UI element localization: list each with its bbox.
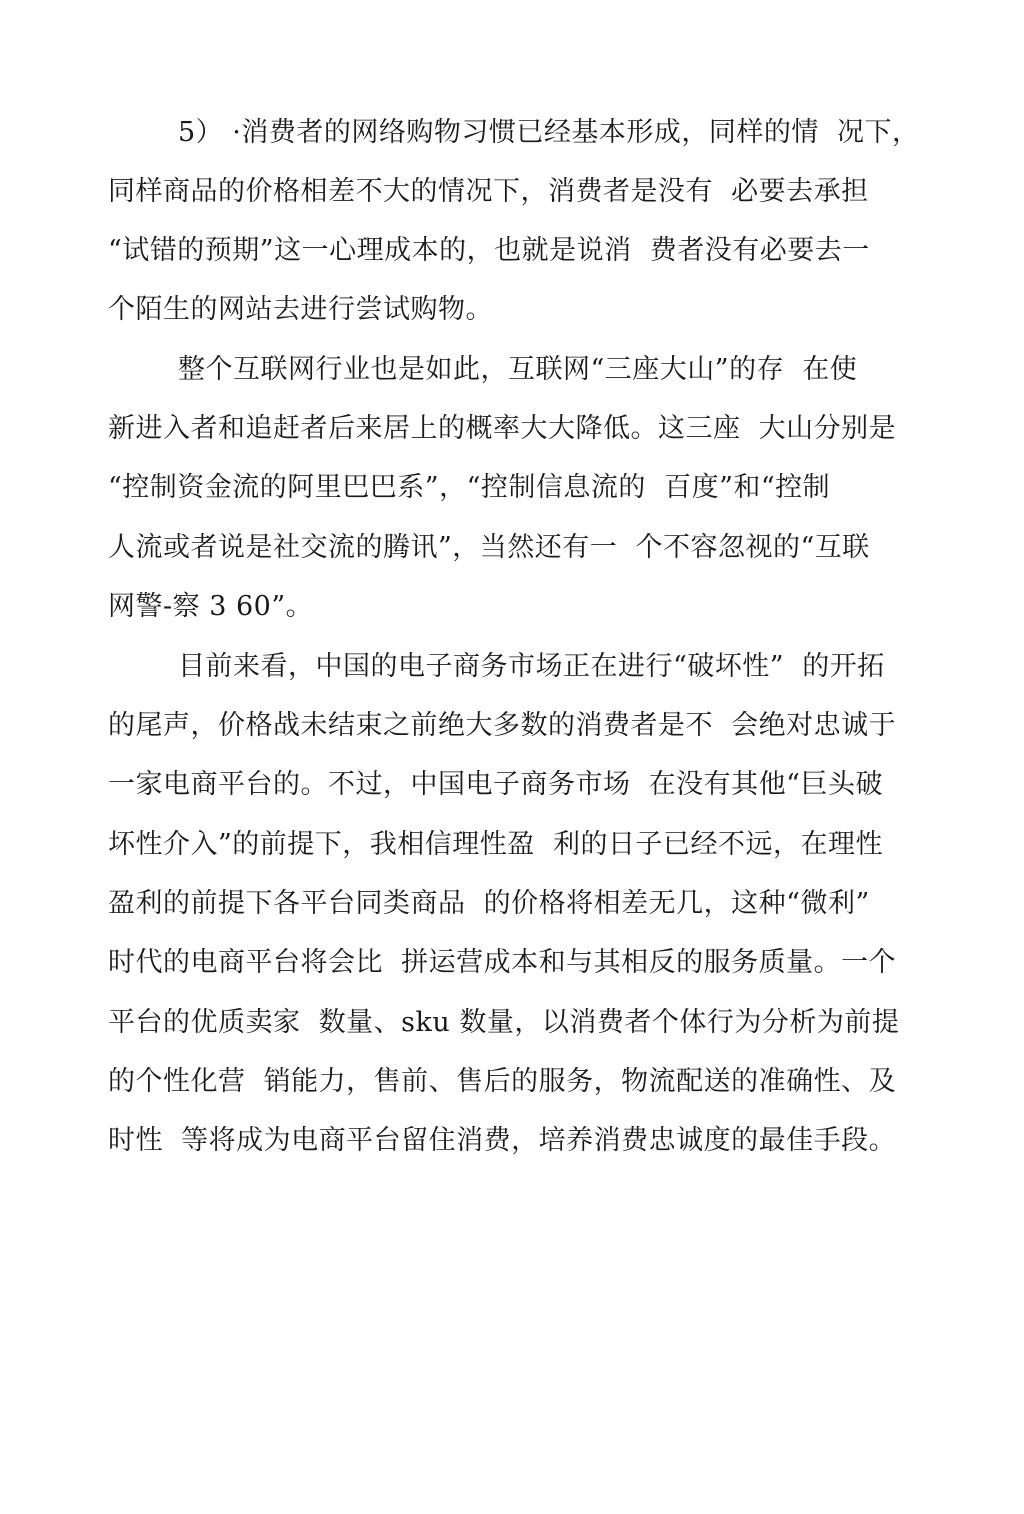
paragraph-2-line-2: 新进入者和追赶者后来居上的概率大大降低。这三座 大山分别是 bbox=[108, 413, 897, 444]
paragraph-2-line-3: “控制资金流的阿里巴巴系”，“控制信息流的 百度”和“控制 bbox=[108, 472, 831, 503]
paragraph-1-line-1: 5） ·消费者的网络购物习惯已经基本形成，同样的情 况下， bbox=[178, 117, 920, 148]
paragraph-1-line-4: 个陌生的网站去进行尝试购物。 bbox=[108, 294, 493, 325]
paragraph-3-line-9: 时性 等将成为电商平台留住消费，培养消费忠诚度的最佳手段。 bbox=[108, 1125, 897, 1156]
paragraph-3-line-2: 的尾声，价格战未结束之前绝大多数的消费者是不 会绝对忠诚于 bbox=[108, 710, 897, 741]
paragraph-3-line-6: 时代的电商平台将会比 拼运营成本和与其相反的服务质量。一个 bbox=[108, 947, 897, 978]
paragraph-1-line-2: 同样商品的价格相差不大的情况下，消费者是没有 必要去承担 bbox=[108, 176, 869, 207]
paragraph-2-line-1: 整个互联网行业也是如此，互联网“三座大山”的存 在使 bbox=[178, 354, 858, 385]
paragraph-3-line-1: 目前来看，中国的电子商务市场正在进行“破坏性” 的开拓 bbox=[178, 651, 885, 682]
paragraph-3-line-5: 盈利的前提下各平台同类商品 的价格将相差无几，这种“微利” bbox=[108, 888, 870, 919]
paragraph-3-line-3: 一家电商平台的。不过，中国电子商务市场 在没有其他“巨头破 bbox=[108, 769, 883, 800]
paragraph-3-line-4: 坏性介入”的前提下，我相信理性盈 利的日子已经不远，在理性 bbox=[108, 829, 883, 860]
paragraph-3-line-8: 的个性化营 销能力，售前、售后的服务，物流配送的准确性、及 bbox=[108, 1066, 897, 1097]
paragraph-1-line-3: “试错的预期”这一心理成本的，也就是说消 费者没有必要去一 bbox=[108, 235, 870, 266]
paragraph-2-line-4: 人流或者说是社交流的腾讯”，当然还有一 个不容忽视的“互联 bbox=[108, 532, 870, 563]
paragraph-2-line-5: 网警-察 3 60”。 bbox=[108, 591, 314, 622]
paragraph-3-line-7: 平台的优质卖家 数量、sku 数量，以消费者个体行为分析为前提 bbox=[108, 1007, 900, 1038]
